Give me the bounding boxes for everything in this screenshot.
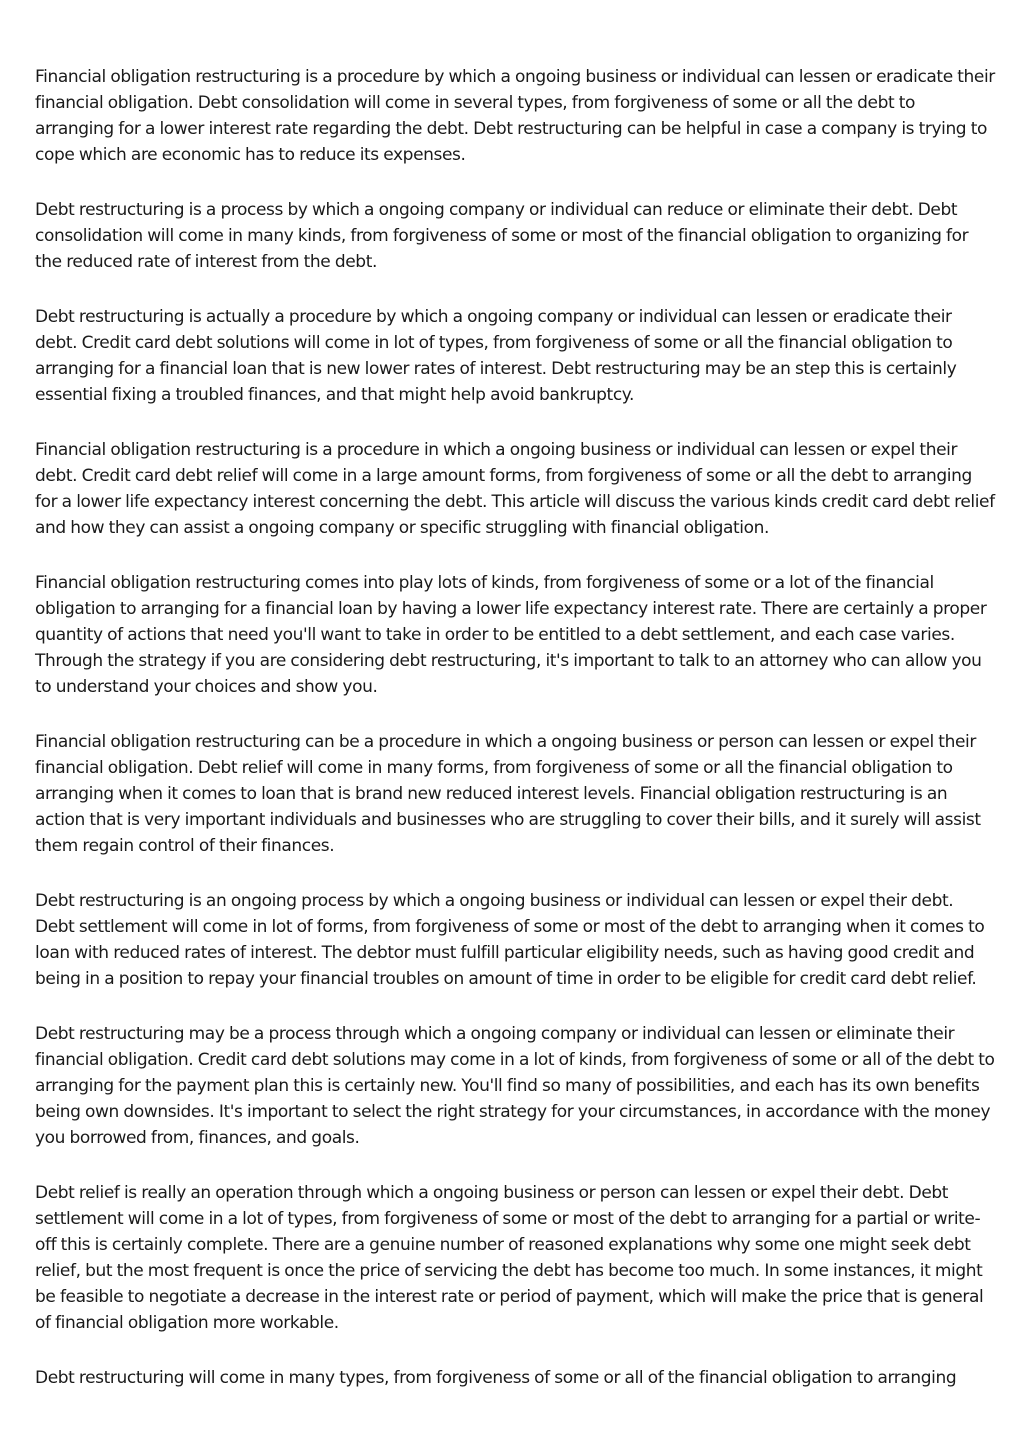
paragraph-1: Financial obligation restructuring is a procedure by which a ongoing business or individual can lessen or eradicate their financial obligation. Debt consolidation will come in several types, from forgiveness of some or all the debt to arranging for a lower interest rate regarding the debt. Debt restructuring can be helpful in case a company is trying to cope which are economic has to reduce its expenses.	[35, 67, 995, 165]
paragraph-10: Debt restructuring will come in many types, from forgiveness of some or all of the financial obligation to arranging	[35, 1368, 957, 1388]
document-body	[35, 64, 997, 1420]
paragraph-3: Debt restructuring is actually a procedure by which a ongoing company or individual can lessen or eradicate their debt. Credit card debt solutions will come in lot of types, from forgiveness of some or all the financial obligation to arranging for a financial loan that is new lower rates of interest. Debt restructuring may be an step this is certainly essential fixing a troubled finances, and that might help avoid bankruptcy.	[35, 307, 957, 405]
paragraph-9: Debt relief is really an operation through which a ongoing business or person can lessen or expel their debt. Debt settlement will come in a lot of types, from forgiveness of some or most of the debt to arranging for a partial or write-off this is certainly complete. There are a genuine number of reasoned explanations why some one might seek debt relief, but the most frequent is once the price of servicing the debt has become too much. In some instances, it might be feasible to negotiate a decrease in the interest rate or period of payment, which will make the price that is general of financial obligation more workable.	[35, 1183, 984, 1333]
paragraph-4: Financial obligation restructuring is a procedure in which a ongoing business or individual can lessen or expel their debt. Credit card debt relief will come in a large amount forms, from forgiveness of some or all the debt to arranging for a lower life expectancy interest concerning the debt. This article will discuss the various kinds credit card debt relief and how they can assist a ongoing company or specific struggling with financial obligation.	[35, 440, 995, 538]
paragraph-8: Debt restructuring may be a process through which a ongoing company or individual can lessen or eliminate their financial obligation. Credit card debt solutions may come in a lot of kinds, from forgiveness of some or all of the debt to arranging for the payment plan this is certainly new. You'll find so many of possibilities, and each has its own benefits being own downsides. It's important to select the right strategy for your circumstances, in accordance with the money you borrowed from, finances, and goals.	[35, 1024, 995, 1148]
paragraph-6: Financial obligation restructuring can be a procedure in which a ongoing business or person can lessen or expel their financial obligation. Debt relief will come in many forms, from forgiveness of some or all the financial obligation to arranging when it comes to loan that is brand new reduced interest levels. Financial obligation restructuring is an action that is very important individuals and businesses who are struggling to cover their bills, and it surely will assist them regain control of their finances.	[35, 732, 981, 856]
paragraph-7: Debt restructuring is an ongoing process by which a ongoing business or individual can lessen or expel their debt. Debt settlement will come in lot of forms, from forgiveness of some or most of the debt to arranging when it comes to loan with reduced rates of interest. The debtor must fulfill particular eligibility needs, such as having good credit and being in a position to repay your financial troubles on amount of time in order to be eligible for credit card debt relief.	[35, 891, 985, 989]
paragraph-5: Financial obligation restructuring comes into play lots of kinds, from forgiveness of some or a lot of the financial obligation to arranging for a financial loan by having a lower life expectancy interest rate. There are certainly a proper quantity of actions that need you'll want to take in order to be entitled to a debt settlement, and each case varies. Through the strategy if you are considering debt restructuring, it's important to talk to an attorney who can allow you to understand your choices and show you.	[35, 573, 987, 697]
paragraph-2: Debt restructuring is a process by which a ongoing company or individual can reduce or eliminate their debt. Debt consolidation will come in many kinds, from forgiveness of some or most of the financial obligation to organizing for the reduced rate of interest from the debt.	[35, 200, 969, 272]
